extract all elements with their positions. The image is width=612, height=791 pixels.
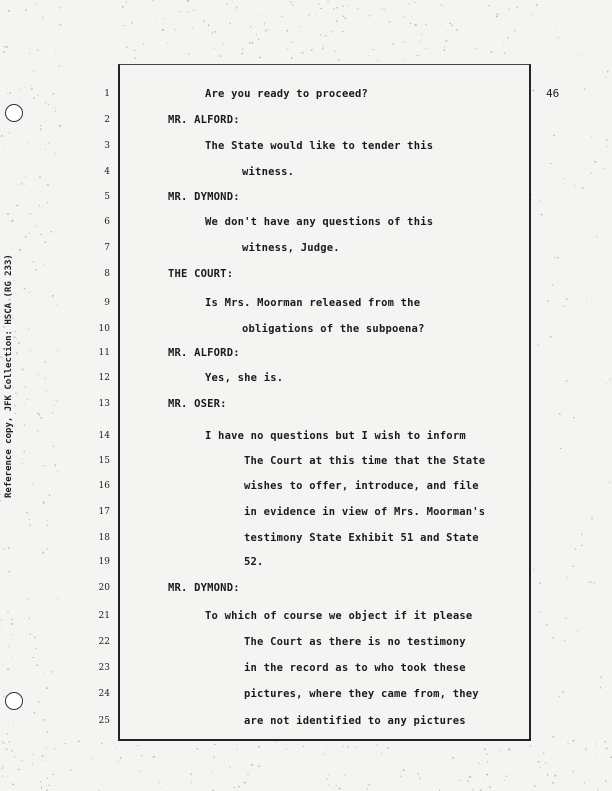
line-number: 16: [98, 481, 110, 491]
transcript-line: Yes, she is.: [205, 372, 284, 384]
line-number: 5: [104, 192, 110, 202]
line-number: 25: [98, 716, 110, 726]
transcript-line: MR. OSER:: [168, 398, 227, 410]
page-number: 46: [546, 87, 560, 100]
line-number: 3: [104, 141, 110, 151]
transcript-line: The Court as there is no testimony: [244, 636, 466, 648]
transcript-line: wishes to offer, introduce, and file: [244, 480, 479, 492]
transcript-line: are not identified to any pictures: [244, 715, 466, 727]
line-number: 14: [98, 431, 110, 441]
transcript-line: witness.: [242, 166, 295, 178]
transcript-line: in evidence in view of Mrs. Moorman's: [244, 506, 486, 518]
line-number: 21: [98, 611, 110, 621]
transcript-line: pictures, where they came from, they: [244, 688, 479, 700]
line-number: 22: [98, 637, 110, 647]
line-number: 24: [98, 689, 110, 699]
transcript-line: We don't have any questions of this: [205, 216, 434, 228]
line-number: 7: [104, 243, 110, 253]
transcript-line: in the record as to who took these: [244, 662, 466, 674]
line-number: 15: [98, 456, 110, 466]
line-number: 11: [98, 348, 110, 358]
punch-hole-top: [5, 104, 23, 122]
transcript-line: To which of course we object if it please: [205, 610, 473, 622]
line-number: 2: [104, 115, 110, 125]
line-number: 10: [98, 324, 110, 334]
transcript-line: THE COURT:: [168, 268, 234, 280]
transcript-line: 52.: [244, 556, 264, 568]
transcript-line: The State would like to tender this: [205, 140, 434, 152]
transcript-line: testimony State Exhibit 51 and State: [244, 532, 479, 544]
line-number: 1: [104, 89, 110, 99]
transcript-line: Are you ready to proceed?: [205, 88, 369, 100]
transcript-line: MR. DYMOND:: [168, 191, 240, 203]
punch-hole-bottom: [5, 692, 23, 710]
line-number: 13: [98, 399, 110, 409]
transcript-line: MR. ALFORD:: [168, 347, 240, 359]
transcript-line: I have no questions but I wish to inform: [205, 430, 466, 442]
line-number: 4: [104, 167, 110, 177]
line-number: 19: [98, 557, 110, 567]
transcript-line: Is Mrs. Moorman released from the: [205, 297, 421, 309]
line-number: 23: [98, 663, 110, 673]
line-number: 9: [104, 298, 110, 308]
transcript-line: obligations of the subpoena?: [242, 323, 425, 335]
transcript-line: The Court at this time that the State: [244, 455, 486, 467]
transcript-line: witness, Judge.: [242, 242, 340, 254]
transcript-line: MR. DYMOND:: [168, 582, 240, 594]
archive-side-note: Reference copy, JFK Collection: HSCA (RG 233): [4, 254, 14, 498]
line-number: 12: [98, 373, 110, 383]
line-number: 20: [98, 583, 110, 593]
transcript-line: MR. ALFORD:: [168, 114, 240, 126]
line-number: 8: [104, 269, 110, 279]
line-number: 18: [98, 533, 110, 543]
line-number: 17: [98, 507, 110, 517]
line-number: 6: [104, 217, 110, 227]
